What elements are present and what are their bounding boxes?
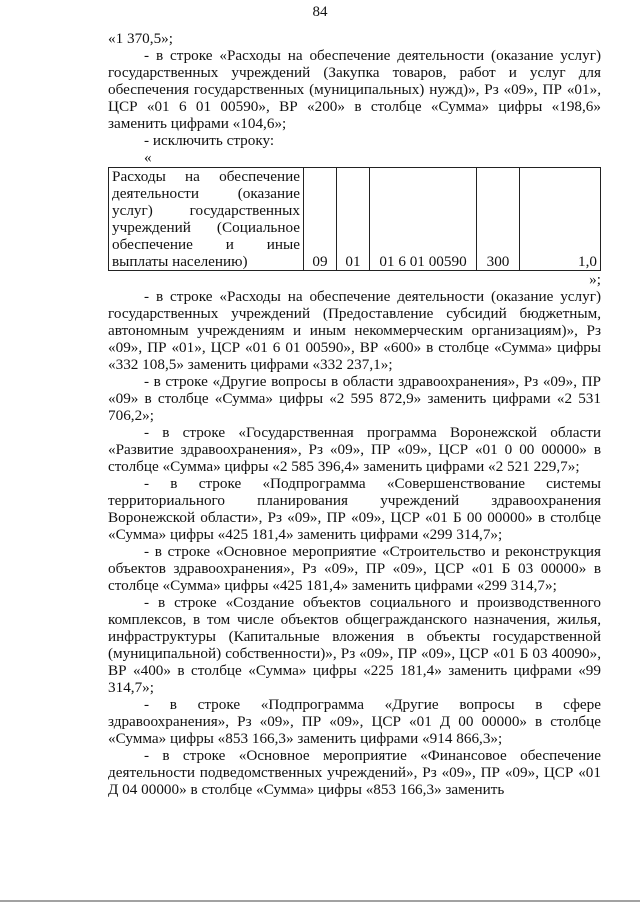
sum-cell: 1,0	[520, 168, 601, 271]
page-bottom-edge	[0, 900, 640, 902]
rz-cell: 09	[304, 168, 337, 271]
paragraph: - в строке «Государственная программа Воронежской области «Развитие здравоохранения», Рз «09», ПР «09», ЦСР «01 0 00 00000» в столбце «Сумма» цифры «2 585 396,4» заменить цифрами «2 521 229,7»;	[108, 424, 601, 475]
paragraph: - в строке «Основное мероприятие «Финансовое обеспечение деятельности подведомственных учреждений», Рз «09», ПР «09», ЦСР «01 Д 04 00000» в столбце «Сумма» цифры «853 166,3» заменить	[108, 747, 601, 798]
paragraph: - в строке «Расходы на обеспечение деятельности (оказание услуг) государственных учреждений (Закупка товаров, работ и услуг для обеспечения государственных (муниципальных) нужд)», Рз «09», ПР «01», ЦСР «01 6 01 00590», ВР «200» в столбце «Сумма» цифры «198,6» заменить цифрами «104,6»;	[108, 47, 601, 132]
paragraph: - в строке «Подпрограмма «Совершенствование системы территориального планирования учреждений здравоохранения Воронежской области», Рз «09», ПР «09», ЦСР «01 Б 00 00000» в столбце «Сумма» цифры «425 181,4» заменить цифрами «299 314,7»;	[108, 475, 601, 543]
document-body	[108, 30, 601, 798]
paragraph: - исключить строку:	[144, 132, 275, 149]
paragraph: - в строке «Подпрограмма «Другие вопросы в сфере здравоохранения», Рз «09», ПР «09», ЦСР «01 Д 00 00000» в столбце «Сумма» цифры «853 166,3» заменить цифрами «914 866,3»;	[108, 696, 601, 747]
paragraph: - в строке «Другие вопросы в области здравоохранения», Рз «09», ПР «09» в столбце «Сумма» цифры «2 595 872,9» заменить цифрами «2 531 706,2»;	[108, 373, 601, 424]
paragraph: - в строке «Расходы на обеспечение деятельности (оказание услуг) государственных учреждений (Предоставление субсидий бюджетным, автономным учреждениям и иным некоммерческим организациям)», Рз «09», ПР «01», ЦСР «01 6 01 00590», ВР «600» в столбце «Сумма» цифры «332 108,5» заменить цифрами «332 237,1»;	[108, 288, 601, 373]
open-quote: «	[144, 149, 152, 166]
page-number: 84	[312, 4, 328, 20]
paragraph: - в строке «Создание объектов социального и производственного комплексов, в том числе объектов общегражданского назначения, жилья, инфраструктуры (Капитальные вложения в объекты государственной (муниципальной) собственности)», Рз «09», ПР «09», ЦСР «01 Б 03 40090», ВР «400» в столбце «Сумма» цифры «225 181,4» заменить цифрами «99 314,7»;	[108, 594, 601, 696]
excluded-row-table	[108, 167, 601, 271]
row-name-cell: Расходы на обеспечение деятельности (оказание услуг) государственных учреждений (Социальное обеспечение и иные выплаты населению)	[109, 168, 304, 271]
csr-cell: 01 6 01 00590	[370, 168, 477, 271]
paragraph: «1 370,5»;	[108, 30, 173, 47]
paragraph: - в строке «Основное мероприятие «Строительство и реконструкция объектов здравоохранения», Рз «09», ПР «09», ЦСР «01 Б 03 00000» в столбце «Сумма» цифры «425 181,4» заменить цифрами «299 314,7»;	[108, 543, 601, 594]
table-row	[109, 168, 601, 271]
close-quote: »;	[589, 271, 601, 288]
pr-cell: 01	[337, 168, 370, 271]
vr-cell: 300	[477, 168, 520, 271]
